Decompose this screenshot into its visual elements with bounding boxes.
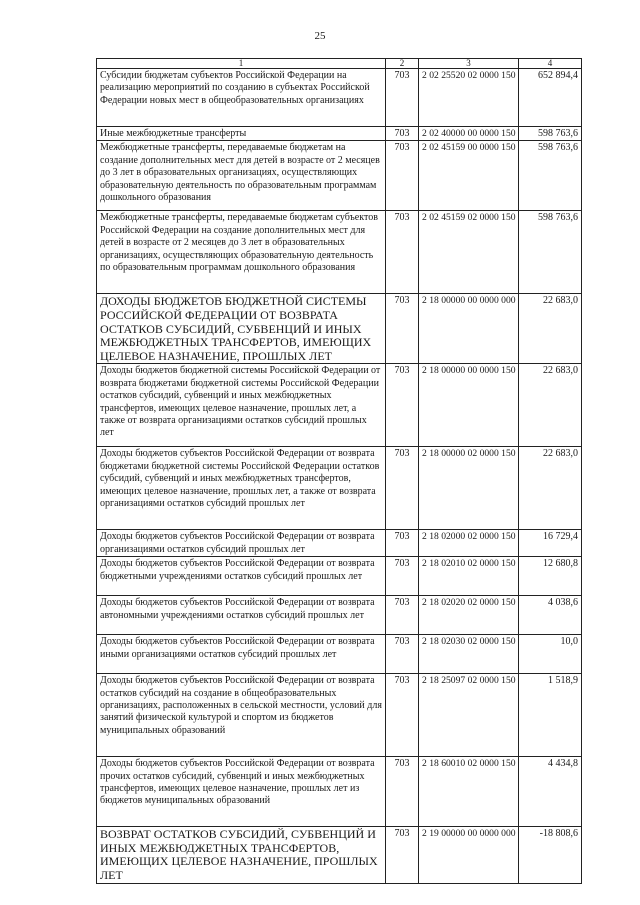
amount-cell: 22 683,0 [519,294,582,364]
income-name-cell: ВОЗВРАТ ОСТАТКОВ СУБСИДИЙ, СУБВЕНЦИЙ И ИНЫХ МЕЖБЮДЖЕТНЫХ ТРАНСФЕРТОВ, ИМЕЮЩИХ ЦЕЛЕВОЕ НАЗНАЧЕНИЕ, ПРОШЛЫХ ЛЕТ [97,827,386,883]
table-row [97,635,582,674]
header-col-4: 4 [519,59,582,69]
budget-classification-code-cell: 2 18 02010 02 0000 150 [419,557,519,596]
income-name-cell: Межбюджетные трансферты, передаваемые бюджетам на создание дополнительных мест для детей в возрасте от 2 месяцев до 3 лет в образовательных организациях, осуществляющих образовательную деятельность по образовательным программам дошкольного образования [97,141,386,211]
admin-code-cell: 703 [386,757,419,827]
income-name-cell: Доходы бюджетов субъектов Российской Федерации от возврата остатков субсидий на создание в общеобразовательных организациях, расположенных в сельской местности, условий для занятий физической культурой и спортом из бюджетов муниципальных образований [97,674,386,757]
amount-cell: 12 680,8 [519,557,582,596]
amount-cell: 598 763,6 [519,141,582,211]
amount-cell: 598 763,6 [519,127,582,141]
budget-classification-code-cell: 2 02 40000 00 0000 150 [419,127,519,141]
table-row [97,596,582,635]
header-col-3: 3 [419,59,519,69]
income-name-cell: Межбюджетные трансферты, передаваемые бюджетам субъектов Российской Федерации на создание дополнительных мест для детей в возрасте от 2 месяцев до 3 лет в образовательных организациях, осуществляющих образовательную деятельность по образовательным программам дошкольного образования [97,211,386,294]
table-row [97,211,582,294]
admin-code-cell: 703 [386,211,419,294]
table-row [97,127,582,141]
admin-code-cell: 703 [386,530,419,557]
amount-cell: 598 763,6 [519,211,582,294]
admin-code-cell: 703 [386,827,419,883]
table-row [97,827,582,883]
budget-classification-code-cell: 2 18 00000 02 0000 150 [419,447,519,530]
admin-code-cell: 703 [386,364,419,447]
amount-cell: 4 038,6 [519,596,582,635]
income-name-cell: ДОХОДЫ БЮДЖЕТОВ БЮДЖЕТНОЙ СИСТЕМЫ РОССИЙСКОЙ ФЕДЕРАЦИИ ОТ ВОЗВРАТА ОСТАТКОВ СУБСИДИЙ, СУБВЕНЦИЙ И ИНЫХ МЕЖБЮДЖЕТНЫХ ТРАНСФЕРТОВ, ИМЕЮЩИХ ЦЕЛЕВОЕ НАЗНАЧЕНИЕ, ПРОШЛЫХ ЛЕТ [97,294,386,364]
budget-classification-code-cell: 2 18 02000 02 0000 150 [419,530,519,557]
amount-cell: -18 808,6 [519,827,582,883]
table-row [97,141,582,211]
table-header-row [97,59,582,69]
table-row [97,757,582,827]
admin-code-cell: 703 [386,596,419,635]
amount-cell: 16 729,4 [519,530,582,557]
admin-code-cell: 703 [386,127,419,141]
admin-code-cell: 703 [386,69,419,127]
budget-classification-code-cell: 2 18 25097 02 0000 150 [419,674,519,757]
table-row [97,294,582,364]
income-name-cell: Субсидии бюджетам субъектов Российской Федерации на реализацию мероприятий по созданию в субъектах Российской Федерации новых мест в общеобразовательных организациях [97,69,386,127]
budget-classification-code-cell: 2 18 60010 02 0000 150 [419,757,519,827]
income-name-cell: Доходы бюджетов субъектов Российской Федерации от возврата бюджетными учреждениями остатков субсидий прошлых лет [97,557,386,596]
amount-cell: 652 894,4 [519,69,582,127]
budget-income-table [96,58,582,884]
page-number: 25 [314,30,326,42]
income-name-cell: Доходы бюджетов субъектов Российской Федерации от возврата автономными учреждениями остатков субсидий прошлых лет [97,596,386,635]
amount-cell: 10,0 [519,635,582,674]
amount-cell: 22 683,0 [519,364,582,447]
budget-classification-code-cell: 2 02 25520 02 0000 150 [419,69,519,127]
budget-classification-code-cell: 2 02 45159 00 0000 150 [419,141,519,211]
table-row [97,69,582,127]
budget-classification-code-cell: 2 18 00000 00 0000 150 [419,364,519,447]
income-name-cell: Доходы бюджетов субъектов Российской Федерации от возврата бюджетами бюджетной системы Российской Федерации остатков субсидий, субвенций и иных межбюджетных трансфертов, имеющих целевое назначение, прошлых лет, а также от возврата организациями остатков субсидий прошлых лет [97,447,386,530]
amount-cell: 22 683,0 [519,447,582,530]
table-row [97,530,582,557]
admin-code-cell: 703 [386,674,419,757]
budget-classification-code-cell: 2 18 02030 02 0000 150 [419,635,519,674]
budget-classification-code-cell: 2 19 00000 00 0000 000 [419,827,519,883]
table-row [97,674,582,757]
budget-classification-code-cell: 2 18 02020 02 0000 150 [419,596,519,635]
budget-classification-code-cell: 2 02 45159 02 0000 150 [419,211,519,294]
header-col-2: 2 [386,59,419,69]
admin-code-cell: 703 [386,447,419,530]
income-name-cell: Доходы бюджетов субъектов Российской Федерации от возврата организациями остатков субсидий прошлых лет [97,530,386,557]
table-row [97,557,582,596]
admin-code-cell: 703 [386,557,419,596]
admin-code-cell: 703 [386,635,419,674]
table-row [97,364,582,447]
amount-cell: 1 518,9 [519,674,582,757]
table-row [97,447,582,530]
budget-classification-code-cell: 2 18 00000 00 0000 000 [419,294,519,364]
admin-code-cell: 703 [386,294,419,364]
amount-cell: 4 434,8 [519,757,582,827]
header-col-1: 1 [97,59,386,69]
income-name-cell: Доходы бюджетов субъектов Российской Федерации от возврата прочих остатков субсидий, субвенций и иных межбюджетных трансфертов, имеющих целевое назначение, прошлых лет из бюджетов муниципальных образований [97,757,386,827]
admin-code-cell: 703 [386,141,419,211]
income-name-cell: Доходы бюджетов субъектов Российской Федерации от возврата иными организациями остатков субсидий прошлых лет [97,635,386,674]
income-name-cell: Иные межбюджетные трансферты [97,127,386,141]
table-body [97,59,582,884]
income-name-cell: Доходы бюджетов бюджетной системы Российской Федерации от возврата бюджетами бюджетной системы Российской Федерации остатков субсидий, субвенций и иных межбюджетных трансфертов, имеющих целевое назначение, прошлых лет, а также от возврата организациями остатков субсидий прошлых лет [97,364,386,447]
